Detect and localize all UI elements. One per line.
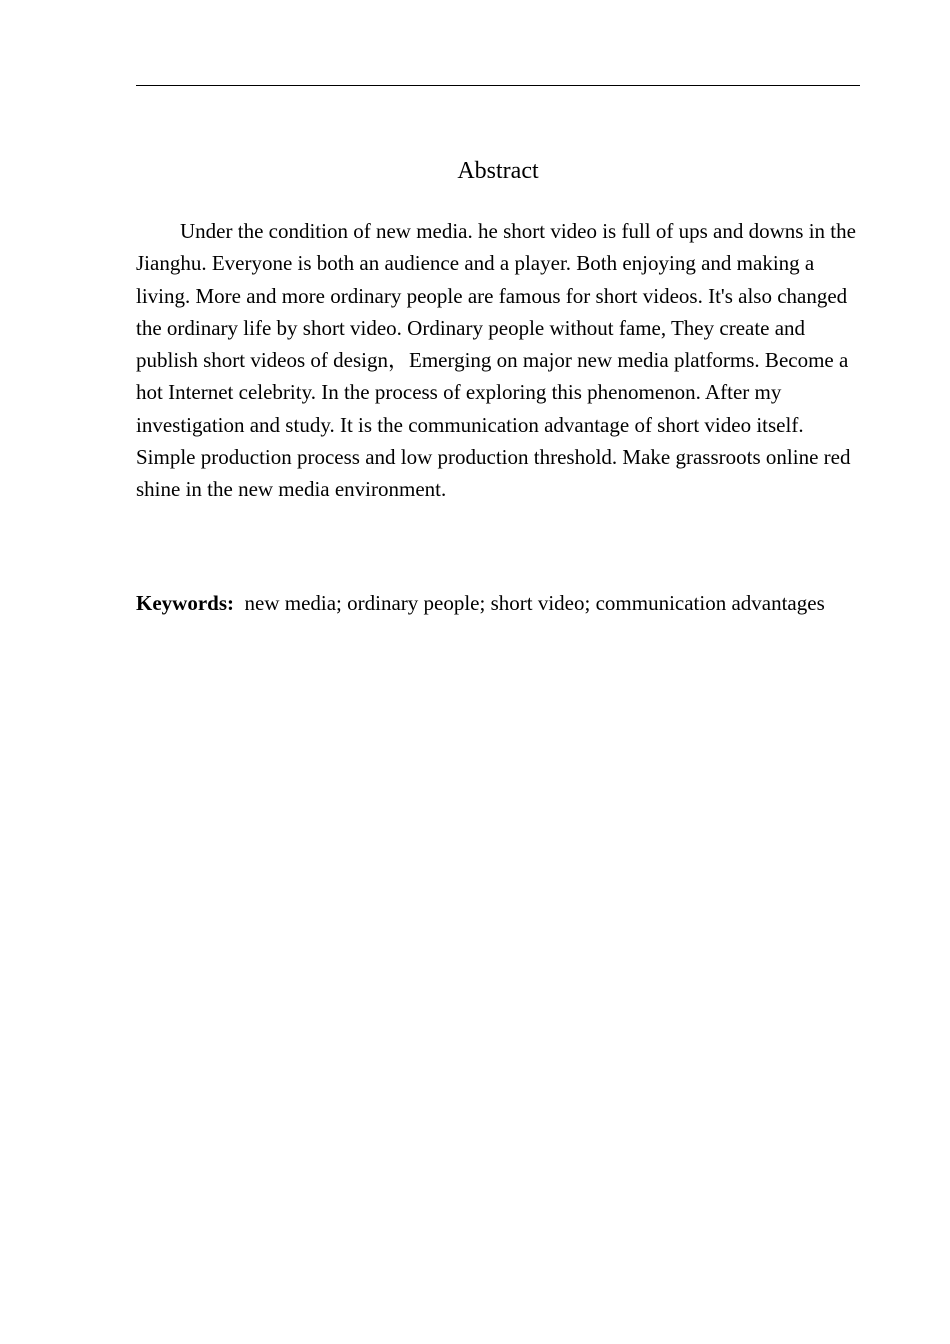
- abstract-body: Under the condition of new media. he short video is full of ups and downs in the Jianghu. Everyone is both an audience and a player. Both enjoying and making a living. More and more ordinary people are famous for short videos. It's also changed the ordinary life by short video. Ordinary people without fame, They create and publish short videos of design，Emerging on major new media platforms. Become a hot Internet celebrity. In the process of exploring this phenomenon. After my investigation and study. It is the communication advantage of short video itself. Simple production process and low production threshold. Make grassroots online red shine in the new media environment.: [136, 219, 856, 502]
- header-rule: [136, 85, 860, 86]
- keywords-label: Keywords:: [136, 591, 234, 615]
- keywords-text: new media; ordinary people; short video; communication advantages: [244, 591, 825, 615]
- abstract-title: Abstract: [457, 158, 539, 184]
- keywords-paragraph: [136, 587, 860, 619]
